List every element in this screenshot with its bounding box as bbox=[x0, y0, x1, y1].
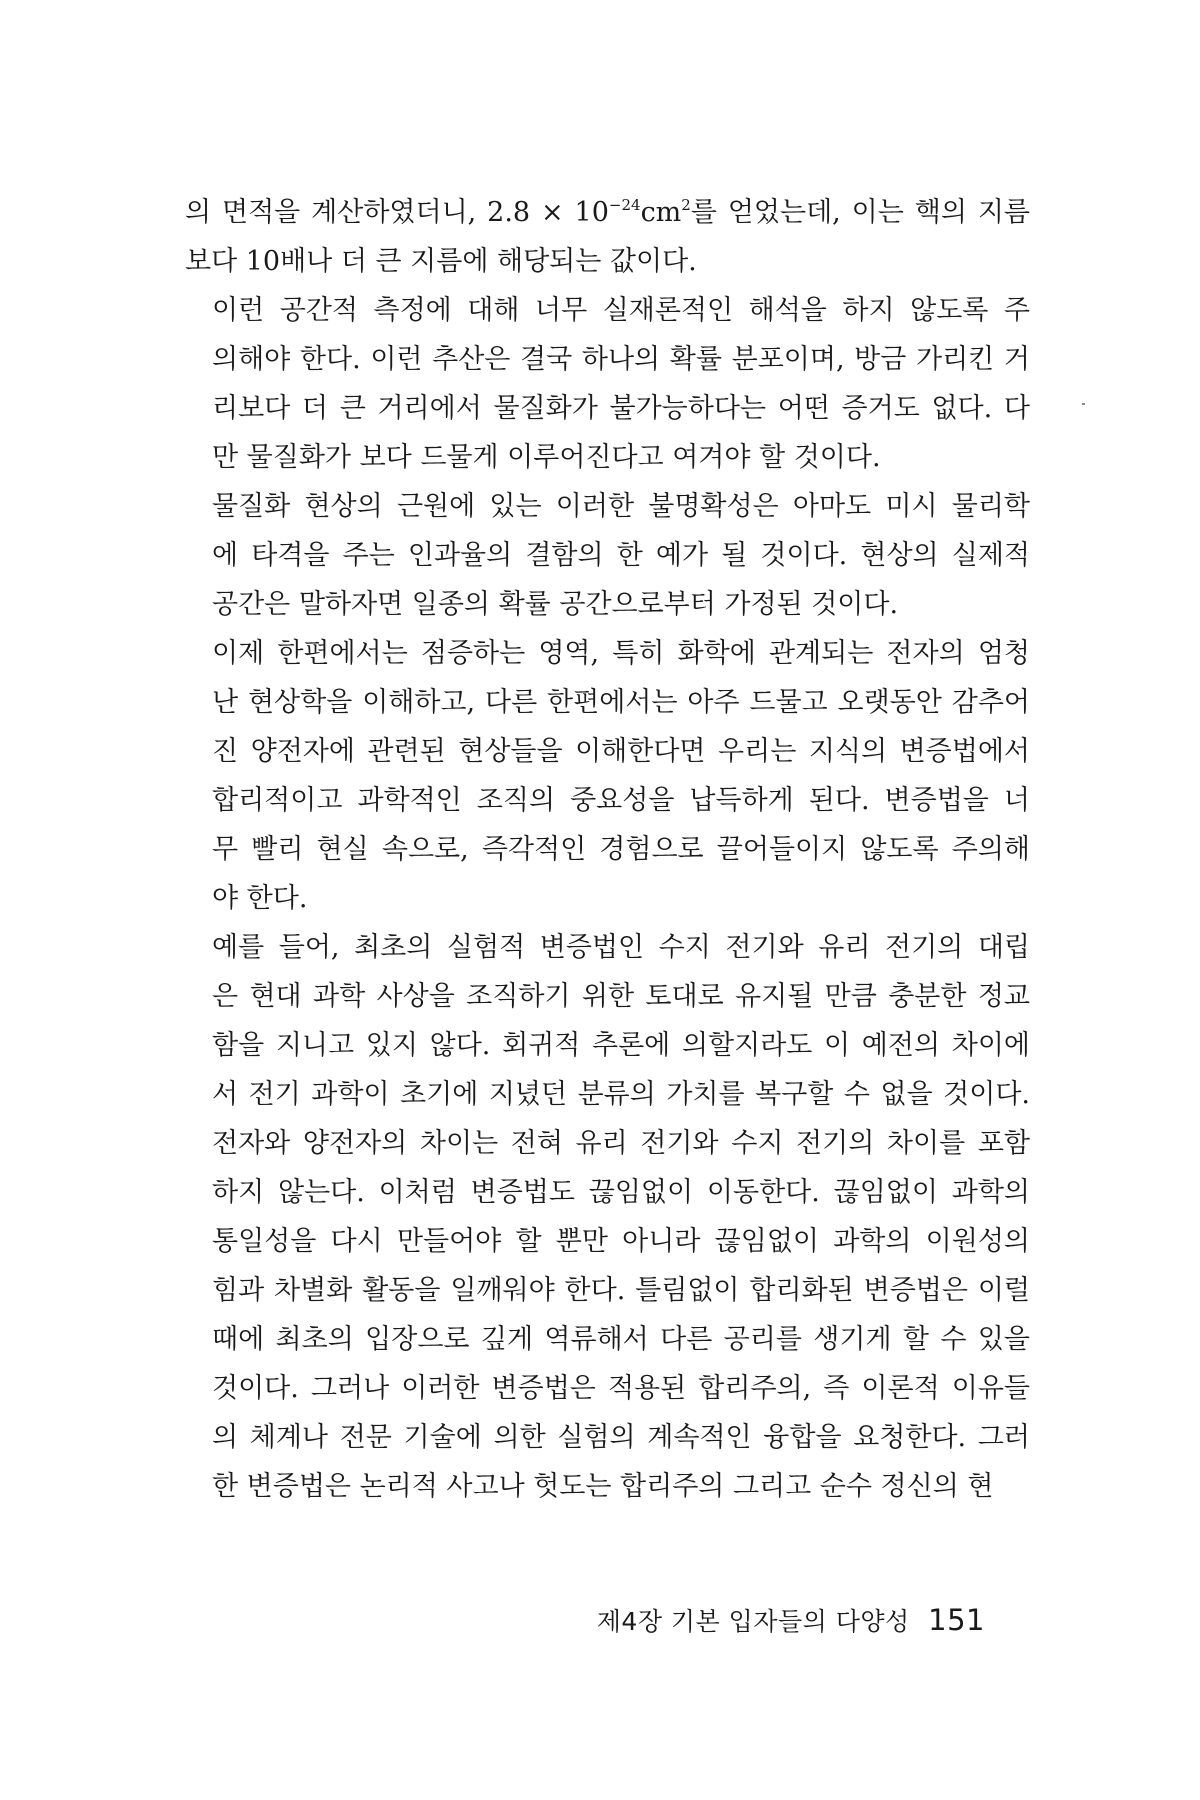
text-run: 합리적이고 과학적인 조직의 중요성을 납득하게 된다. 변증법을 너 bbox=[212, 785, 1030, 816]
text-line bbox=[185, 286, 1030, 335]
text-run: 보다 10배나 더 큰 지름에 해당되는 값이다. bbox=[185, 246, 697, 277]
text-run: 리보다 더 큰 거리에서 물질화가 불가능하다는 어떤 증거도 없다. 다 bbox=[212, 393, 1030, 424]
page-number: 151 bbox=[928, 1603, 985, 1637]
text-line bbox=[185, 629, 1030, 678]
text-run: 전자와 양전자의 차이는 전혀 유리 전기와 수지 전기의 차이를 포함 bbox=[212, 1128, 1030, 1159]
text-line bbox=[185, 825, 1030, 874]
text-run: 진 양전자에 관련된 현상들을 이해한다면 우리는 지식의 변증법에서 bbox=[212, 736, 1030, 767]
paragraph bbox=[185, 482, 1030, 629]
text-line bbox=[185, 1413, 1030, 1462]
text-line bbox=[185, 1364, 1030, 1413]
paragraph bbox=[185, 629, 1030, 923]
text-line bbox=[185, 1021, 1030, 1070]
text-line bbox=[185, 678, 1030, 727]
text-run: 것이다. 그러나 이러한 변증법은 적용된 합리주의, 즉 이론적 이유들 bbox=[212, 1373, 1030, 1404]
text-run: 의해야 한다. 이런 추산은 결국 하나의 확률 분포이며, 방금 가리킨 거 bbox=[212, 344, 1030, 375]
text-run: 은 현대 과학 사상을 조직하기 위한 토대로 유지될 만큼 충분한 정교 bbox=[212, 981, 1030, 1012]
text-run: 무 빨리 현실 속으로, 즉각적인 경험으로 끌어들이지 않도록 주의해 bbox=[212, 834, 1030, 865]
text-line bbox=[185, 1315, 1030, 1364]
text-run: 이런 공간적 측정에 대해 너무 실재론적인 해석을 하지 않도록 주 bbox=[212, 295, 1030, 326]
text-run: 힘과 차별화 활동을 일깨워야 한다. 틀림없이 합리화된 변증법은 이럴 bbox=[212, 1275, 1030, 1306]
text-line bbox=[185, 1070, 1030, 1119]
text-run: 물질화 현상의 근원에 있는 이러한 불명확성은 아마도 미시 물리학 bbox=[212, 491, 1030, 522]
paragraph bbox=[185, 188, 1030, 286]
text-run: 한 변증법은 논리적 사고나 헛도는 합리주의 그리고 순수 정신의 현 bbox=[212, 1471, 994, 1502]
text-run: 만 물질화가 보다 드물게 이루어진다고 여겨야 할 것이다. bbox=[212, 442, 881, 473]
text-line bbox=[185, 580, 1030, 629]
text-line bbox=[185, 727, 1030, 776]
text-run: 서 전기 과학이 초기에 지녔던 분류의 가치를 복구할 수 없을 것이다. bbox=[212, 1079, 1030, 1110]
body-text bbox=[185, 188, 1030, 1511]
text-run: 야 한다. bbox=[212, 883, 308, 914]
text-run: 공간은 말하자면 일종의 확률 공간으로부터 가정된 것이다. bbox=[212, 589, 899, 620]
text-run: 함을 지니고 있지 않다. 회귀적 추론에 의할지라도 이 예전의 차이에 bbox=[212, 1030, 1030, 1061]
text-run: 통일성을 다시 만들어야 할 뿐만 아니라 끊임없이 과학의 이원성의 bbox=[212, 1226, 1030, 1257]
text-line bbox=[185, 237, 1030, 286]
text-line bbox=[185, 874, 1030, 923]
text-line bbox=[185, 923, 1030, 972]
text-line bbox=[185, 384, 1030, 433]
text-line bbox=[185, 972, 1030, 1021]
text-line bbox=[185, 1168, 1030, 1217]
superscript: 2 bbox=[681, 196, 691, 214]
text-run: 의 체계나 전문 기술에 의한 실험의 계속적인 융합을 요청한다. 그러 bbox=[212, 1422, 1030, 1453]
text-line bbox=[185, 1266, 1030, 1315]
text-line bbox=[185, 188, 1030, 237]
superscript: −24 bbox=[608, 196, 641, 214]
chapter-title: 제4장 기본 입자들의 다양성 bbox=[596, 1607, 910, 1636]
text-line bbox=[185, 531, 1030, 580]
text-run: cm bbox=[640, 197, 682, 228]
text-line bbox=[185, 482, 1030, 531]
text-run: 난 현상학을 이해하고, 다른 한편에서는 아주 드물고 오랫동안 감추어 bbox=[212, 687, 1030, 718]
text-run: 의 면적을 계산하였더니, 2.8 × 10 bbox=[185, 197, 609, 228]
paragraph bbox=[185, 286, 1030, 482]
text-run: 에 타격을 주는 인과율의 결함의 한 예가 될 것이다. 현상의 실제적 bbox=[212, 540, 1030, 571]
paragraph bbox=[185, 923, 1030, 1511]
text-line bbox=[185, 776, 1030, 825]
text-line bbox=[185, 433, 1030, 482]
stray-ink-mark bbox=[1082, 403, 1085, 405]
text-line bbox=[185, 335, 1030, 384]
text-run: 를 얻었는데, 이는 핵의 지름 bbox=[690, 197, 1030, 228]
text-run: 하지 않는다. 이처럼 변증법도 끊임없이 이동한다. 끊임없이 과학의 bbox=[212, 1177, 1030, 1208]
text-run: 이제 한편에서는 점증하는 영역, 특히 화학에 관계되는 전자의 엄청 bbox=[212, 638, 1030, 669]
text-run: 예를 들어, 최초의 실험적 변증법인 수지 전기와 유리 전기의 대립 bbox=[212, 932, 1030, 963]
running-footer bbox=[597, 1602, 985, 1638]
text-line bbox=[185, 1217, 1030, 1266]
text-line bbox=[185, 1462, 1030, 1511]
text-line bbox=[185, 1119, 1030, 1168]
text-run: 때에 최초의 입장으로 깊게 역류해서 다른 공리를 생기게 할 수 있을 bbox=[212, 1324, 1030, 1355]
